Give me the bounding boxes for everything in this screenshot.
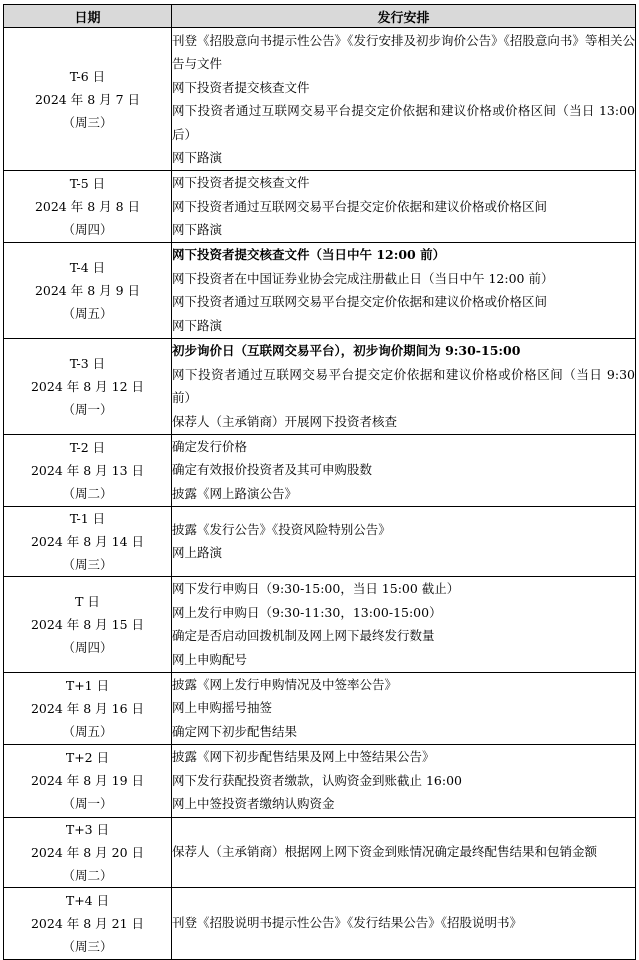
weekday-label: （周三） bbox=[62, 938, 113, 954]
issuance-schedule-table bbox=[3, 4, 636, 960]
date-cell bbox=[4, 672, 172, 744]
plan-item: 确定发行价格 bbox=[172, 438, 248, 454]
table-row bbox=[4, 434, 636, 506]
plan-item: 披露《网上路演公告》 bbox=[172, 485, 298, 501]
plan-column-header: 发行安排 bbox=[172, 5, 636, 28]
plan-item: 网上发行申购日（9:30-11:30，13:00-15:00） bbox=[172, 604, 442, 620]
day-label: T-6 日 bbox=[69, 68, 106, 84]
plan-item: 网下投资者在中国证券业协会完成注册截止日（当日中午 12:00 前） bbox=[172, 270, 554, 286]
plan-item: 披露《网下初步配售结果及网上中签结果公告》 bbox=[172, 749, 435, 765]
plan-item: 网下发行申购日（9:30-15:00，当日 15:00 截止） bbox=[172, 581, 460, 596]
calendar-date: 2024 年 8 月 15 日 bbox=[30, 616, 145, 632]
plan-item-emphasis: 网下投资者提交核查文件（当日中午 12:00 前） bbox=[172, 247, 446, 262]
table-row bbox=[4, 817, 636, 887]
plan-item: 披露《发行公告》《投资风险特别公告》 bbox=[172, 521, 391, 537]
weekday-label: （周三） bbox=[62, 556, 113, 572]
plan-cell bbox=[172, 672, 636, 744]
table-row bbox=[4, 28, 636, 171]
plan-item: 网下投资者通过互联网交易平台提交定价依据和建议价格或价格区间（当日 13:00 后） bbox=[172, 103, 635, 142]
plan-item: 网下投资者通过互联网交易平台提交定价依据和建议价格或价格区间 bbox=[172, 198, 548, 214]
plan-item: 披露《网上发行申购情况及中签率公告》 bbox=[172, 676, 398, 692]
calendar-date: 2024 年 8 月 8 日 bbox=[34, 198, 141, 214]
day-label: T+2 日 bbox=[65, 750, 110, 765]
table-header-row bbox=[4, 5, 636, 28]
calendar-date: 2024 年 8 月 7 日 bbox=[34, 91, 141, 107]
plan-item: 刊登《招股说明书提示性公告》《发行结果公告》《招股说明书》 bbox=[172, 915, 523, 931]
plan-item: 刊登《招股意向书提示性公告》《发行安排及初步询价公告》《招股意向书》等相关公告与文件 bbox=[172, 32, 635, 71]
date-cell bbox=[4, 338, 172, 434]
table-row bbox=[4, 744, 636, 817]
day-label: T 日 bbox=[75, 593, 100, 609]
day-label: T-1 日 bbox=[69, 510, 106, 526]
day-label: T+1 日 bbox=[65, 677, 110, 693]
weekday-label: （周五） bbox=[62, 723, 113, 739]
plan-item: 网下投资者提交核查文件 bbox=[172, 79, 310, 95]
plan-item: 网下发行获配投资者缴款，认购资金到账截止 16:00 bbox=[172, 772, 462, 788]
weekday-label: （周五） bbox=[62, 305, 113, 321]
plan-item: 网上中签投资者缴纳认购资金 bbox=[172, 796, 335, 812]
plan-item: 确定是否启动回拨机制及网上网下最终发行数量 bbox=[172, 628, 435, 643]
weekday-label: （周四） bbox=[62, 639, 113, 655]
plan-cell bbox=[172, 338, 636, 434]
plan-item: 确定有效报价投资者及其可申购股数 bbox=[172, 462, 373, 478]
date-cell bbox=[4, 28, 172, 171]
plan-cell bbox=[172, 434, 636, 506]
day-label: T+3 日 bbox=[65, 821, 110, 837]
plan-item: 保荐人（主承销商）开展网下投资者核查 bbox=[172, 413, 398, 429]
date-cell bbox=[4, 744, 172, 817]
calendar-date: 2024 年 8 月 19 日 bbox=[30, 773, 145, 788]
table-row bbox=[4, 242, 636, 338]
weekday-label: （周二） bbox=[62, 867, 113, 883]
weekday-label: （周三） bbox=[62, 114, 113, 130]
plan-item: 网下投资者通过互联网交易平台提交定价依据和建议价格或价格区间（当日 9:30 前） bbox=[172, 366, 635, 405]
calendar-date: 2024 年 8 月 20 日 bbox=[30, 844, 145, 860]
day-label: T+4 日 bbox=[65, 892, 110, 908]
date-cell bbox=[4, 576, 172, 672]
table-row bbox=[4, 171, 636, 243]
date-cell bbox=[4, 242, 172, 338]
table-row bbox=[4, 887, 636, 959]
plan-cell bbox=[172, 28, 636, 171]
plan-item: 网下路演 bbox=[172, 222, 223, 237]
weekday-label: （周四） bbox=[62, 221, 113, 237]
plan-item-emphasis: 初步询价日（互联网交易平台），初步询价期间为 9:30-15:00 bbox=[172, 343, 521, 358]
calendar-date: 2024 年 8 月 16 日 bbox=[30, 700, 145, 716]
calendar-date: 2024 年 8 月 13 日 bbox=[30, 462, 145, 478]
date-cell bbox=[4, 434, 172, 506]
table-row bbox=[4, 338, 636, 434]
calendar-date: 2024 年 8 月 9 日 bbox=[34, 282, 141, 298]
date-cell bbox=[4, 817, 172, 887]
plan-item: 网下投资者通过互联网交易平台提交定价依据和建议价格或价格区间 bbox=[172, 294, 548, 309]
plan-item: 确定网下初步配售结果 bbox=[172, 723, 298, 739]
date-cell bbox=[4, 171, 172, 243]
plan-cell bbox=[172, 171, 636, 243]
day-label: T-4 日 bbox=[69, 259, 106, 275]
day-label: T-5 日 bbox=[69, 175, 106, 191]
day-label: T-3 日 bbox=[69, 355, 106, 371]
plan-item: 网上申购摇号抽签 bbox=[172, 700, 273, 716]
calendar-date: 2024 年 8 月 21 日 bbox=[30, 915, 145, 931]
table-row bbox=[4, 576, 636, 672]
plan-item: 网上申购配号 bbox=[172, 651, 248, 667]
plan-cell bbox=[172, 506, 636, 576]
date-cell bbox=[4, 887, 172, 959]
plan-item: 保荐人（主承销商）根据网上网下资金到账情况确定最终配售结果和包销金额 bbox=[172, 844, 598, 860]
weekday-label: （周二） bbox=[62, 485, 113, 501]
date-column-header: 日期 bbox=[4, 5, 172, 28]
plan-cell bbox=[172, 576, 636, 672]
plan-cell bbox=[172, 242, 636, 338]
plan-cell bbox=[172, 744, 636, 817]
calendar-date: 2024 年 8 月 14 日 bbox=[30, 533, 145, 549]
table-row bbox=[4, 672, 636, 744]
plan-item: 网下投资者提交核查文件 bbox=[172, 175, 310, 190]
weekday-label: （周一） bbox=[62, 401, 113, 417]
table-row bbox=[4, 506, 636, 576]
weekday-label: （周一） bbox=[62, 796, 113, 811]
plan-item: 网下路演 bbox=[172, 150, 223, 165]
calendar-date: 2024 年 8 月 12 日 bbox=[30, 378, 145, 394]
plan-item: 网下路演 bbox=[172, 317, 223, 333]
plan-cell bbox=[172, 817, 636, 887]
plan-cell bbox=[172, 887, 636, 959]
day-label: T-2 日 bbox=[69, 439, 106, 455]
date-cell bbox=[4, 506, 172, 576]
plan-item: 网上路演 bbox=[172, 545, 223, 560]
